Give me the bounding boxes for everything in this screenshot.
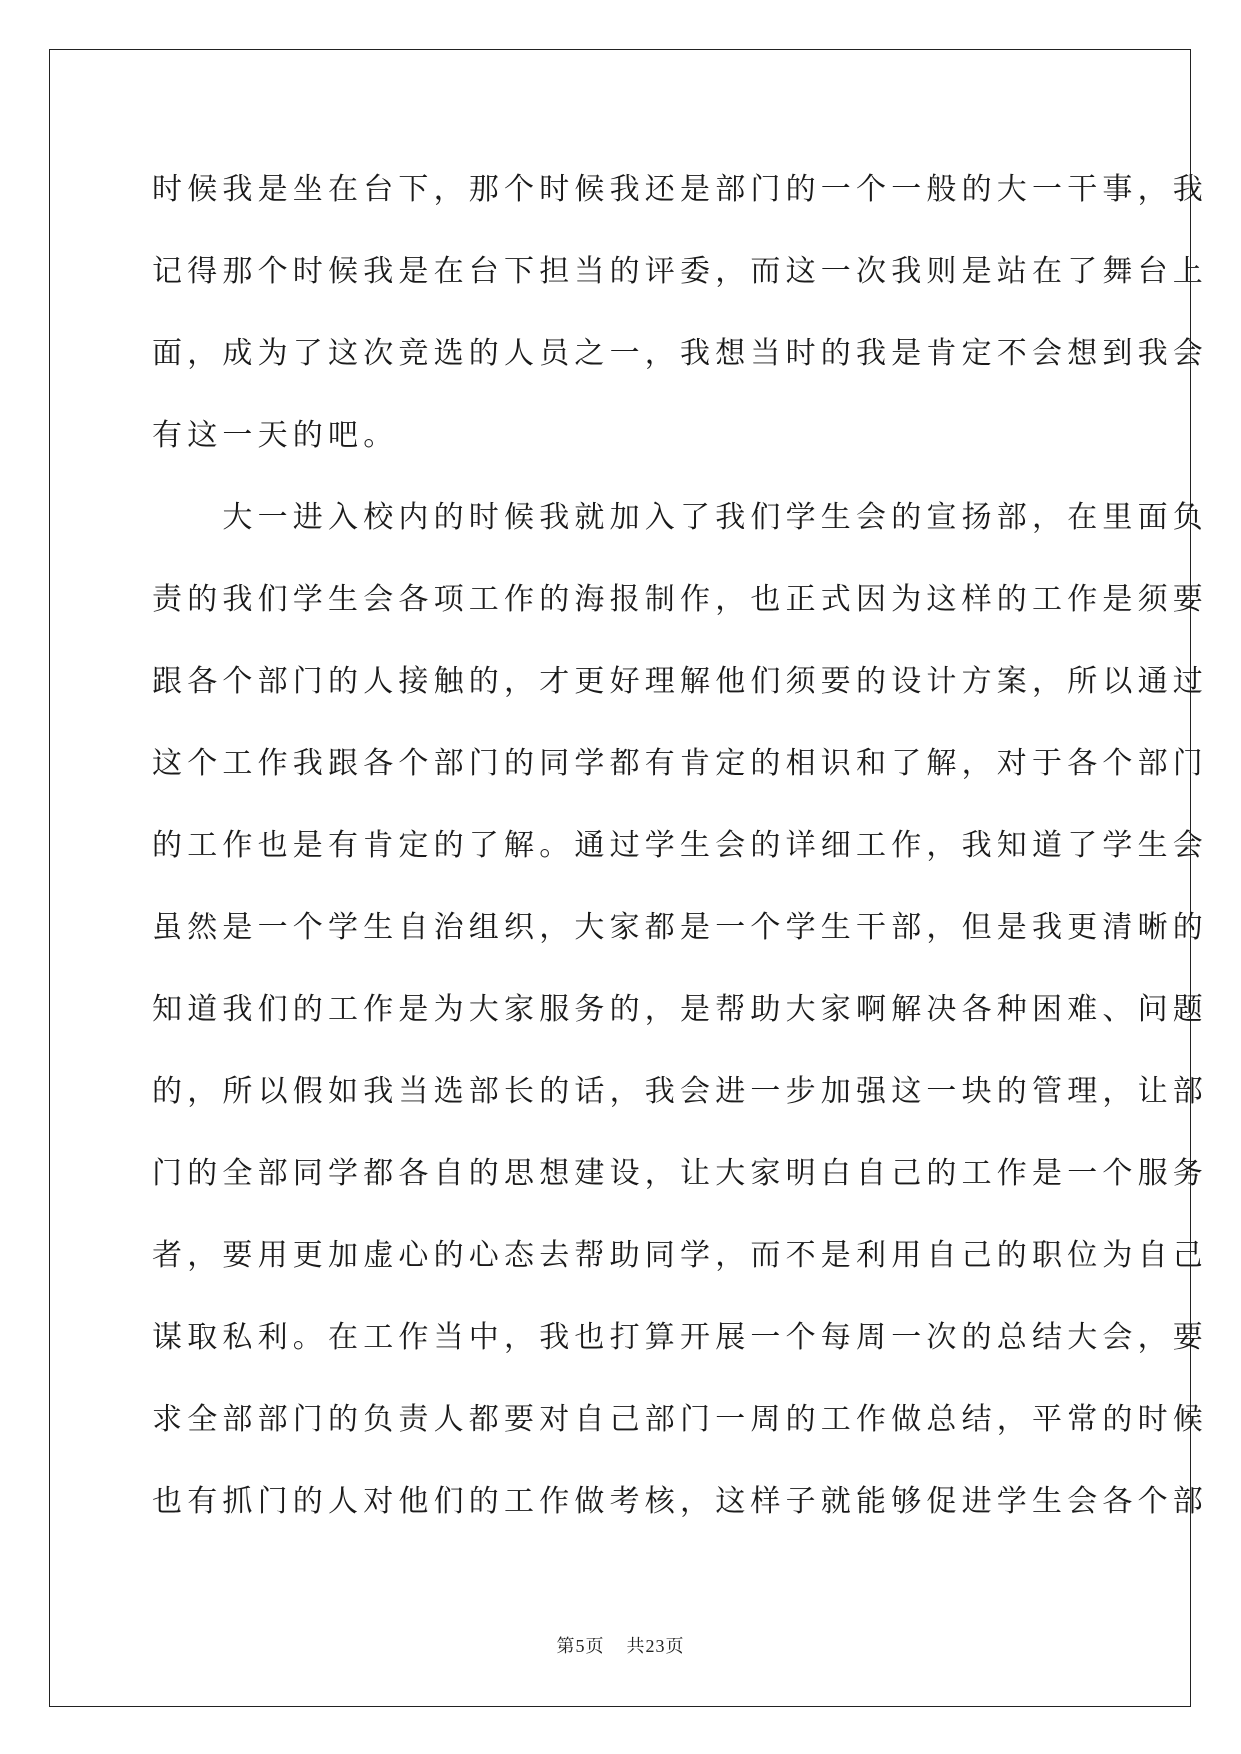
text-line: 知道我们的工作是为大家服务的，是帮助大家啊解决各种困难、问题 [152, 992, 1208, 1027]
total-pages: 23 [645, 1636, 666, 1656]
page-footer [0, 1632, 1241, 1658]
text-line: 责的我们学生会各项工作的海报制作，也正式因为这样的工作是须要 [152, 582, 1208, 617]
text-line: 这个工作我跟各个部门的同学都有肯定的相识和了解，对于各个部门 [152, 746, 1208, 781]
text-line: 时候我是坐在台下，那个时候我还是部门的一个一般的大一干事，我 [152, 172, 1208, 207]
page-number: 5 [575, 1636, 586, 1656]
text-line: 记得那个时候我是在台下担当的评委，而这一次我则是站在了舞台上 [152, 254, 1208, 289]
text-line: 者，要用更加虚心的心态去帮助同学，而不是利用自己的职位为自己 [152, 1238, 1208, 1273]
total-label-suffix: 页 [665, 1636, 685, 1656]
text-line: 面，成为了这次竞选的人员之一，我想当时的我是肯定不会想到我会 [152, 336, 1208, 371]
paragraph-1 [152, 160, 1208, 488]
text-line: 门的全部同学都各自的思想建设，让大家明白自己的工作是一个服务 [152, 1156, 1208, 1191]
paragraph-2 [152, 488, 1208, 1554]
text-line: 也有抓门的人对他们的工作做考核，这样子就能够促进学生会各个部 [152, 1484, 1208, 1519]
text-line: 有这一天的吧。 [152, 418, 399, 453]
text-line: 跟各个部门的人接触的，才更好理解他们须要的设计方案，所以通过 [152, 664, 1208, 699]
text-line: 的工作也是有肯定的了解。通过学生会的详细工作，我知道了学生会 [152, 828, 1208, 863]
text-line: 求全部部门的负责人都要对自己部门一周的工作做总结，平常的时候 [152, 1402, 1208, 1437]
text-line: 虽然是一个学生自治组织，大家都是一个学生干部，但是我更清晰的 [152, 910, 1208, 945]
document-body [152, 160, 1208, 1554]
text-line: 大一进入校内的时候我就加入了我们学生会的宣扬部，在里面负 [152, 500, 1208, 535]
text-line: 谋取私利。在工作当中，我也打算开展一个每周一次的总结大会，要 [152, 1320, 1208, 1355]
page-label-prefix: 第 [556, 1636, 576, 1656]
page-label-suffix: 页 [585, 1636, 605, 1656]
text-line: 的，所以假如我当选部长的话，我会进一步加强这一块的管理，让部 [152, 1074, 1208, 1109]
total-label-prefix: 共 [626, 1636, 646, 1656]
